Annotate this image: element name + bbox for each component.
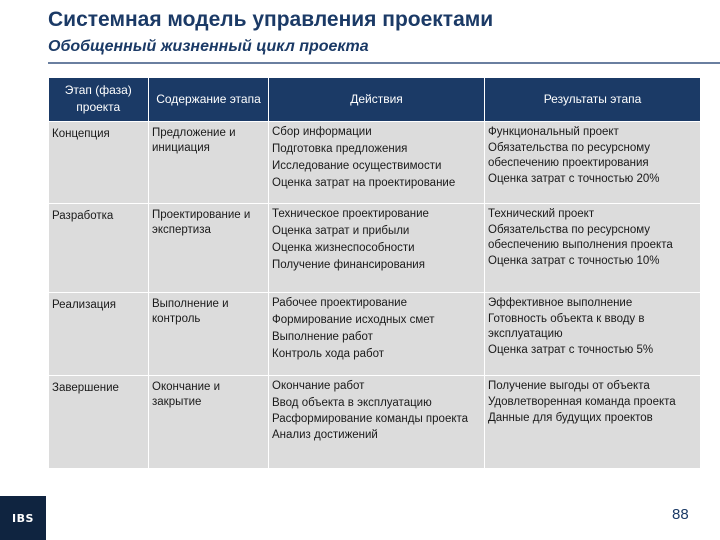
action-item: Выполнение работ (272, 330, 373, 343)
header-actions: Действия (269, 78, 485, 121)
result-item: Получение выгоды от объекта (488, 379, 650, 392)
action-item: Сбор информации (272, 125, 372, 138)
content-cell: Выполнение и контроль (149, 292, 269, 375)
result-item: Оценка затрат с точностью 5% (488, 343, 654, 356)
actions-cell (269, 292, 485, 375)
header-phase: Этап (фаза) проекта (49, 78, 149, 121)
result-item: Оценка затрат с точностью 20% (488, 172, 660, 185)
action-item: Оценка затрат и прибыли (272, 224, 410, 237)
slide-subtitle: Обобщенный жизненный цикл проекта (48, 38, 369, 55)
phase-cell: Концепция (49, 121, 149, 203)
action-item: Анализ достижений (272, 428, 378, 441)
page-number: 88 (672, 506, 689, 523)
phase-cell: Завершение (49, 375, 149, 468)
result-item: Функциональный проект (488, 125, 619, 138)
result-item: Обязательства по ресурсному обеспечению выполнения проекта (488, 223, 673, 251)
actions-cell (269, 375, 485, 468)
action-item: Техническое проектирование (272, 207, 429, 220)
header-content: Содержание этапа (149, 78, 269, 121)
results-cell (485, 375, 701, 468)
table-header-row (49, 78, 701, 121)
action-item: Окончание работ (272, 379, 365, 392)
ibs-logo: IBS (0, 496, 46, 540)
table-row (49, 121, 701, 203)
action-item: Расформирование команды проекта (272, 412, 469, 425)
table-row (49, 375, 701, 468)
header-results: Результаты этапа (485, 78, 701, 121)
action-item: Формирование исходных смет (272, 313, 435, 326)
result-item: Обязательства по ресурсному обеспечению проектирования (488, 141, 651, 169)
action-item: Ввод объекта в эксплуатацию (272, 396, 432, 409)
content-cell: Проектирование и экспертиза (149, 203, 269, 292)
result-item: Технический проект (488, 207, 595, 220)
actions-cell (269, 121, 485, 203)
results-cell (485, 121, 701, 203)
action-item: Оценка жизнеспособности (272, 241, 415, 254)
action-item: Оценка затрат на проектирование (272, 176, 456, 189)
phase-cell: Разработка (49, 203, 149, 292)
title-divider (48, 62, 720, 64)
action-item: Контроль хода работ (272, 347, 385, 360)
content-cell: Предложение и инициация (149, 121, 269, 203)
table-row (49, 292, 701, 375)
action-item: Исследование осуществимости (272, 159, 442, 172)
results-cell (485, 292, 701, 375)
action-item: Получение финансирования (272, 258, 425, 271)
action-item: Рабочее проектирование (272, 296, 407, 309)
slide-title: Системная модель управления проектами (48, 8, 494, 31)
phase-cell: Реализация (49, 292, 149, 375)
actions-cell (269, 203, 485, 292)
result-item: Данные для будущих проектов (488, 411, 653, 424)
table-row (49, 203, 701, 292)
result-item: Удовлетворенная команда проекта (488, 395, 676, 408)
result-item: Эффективное выполнение (488, 296, 633, 309)
action-item: Подготовка предложения (272, 142, 408, 155)
results-cell (485, 203, 701, 292)
content-cell: Окончание и закрытие (149, 375, 269, 468)
result-item: Оценка затрат с точностью 10% (488, 254, 660, 267)
project-lifecycle-table (48, 78, 701, 469)
result-item: Готовность объекта к вводу в эксплуатацию (488, 312, 645, 340)
